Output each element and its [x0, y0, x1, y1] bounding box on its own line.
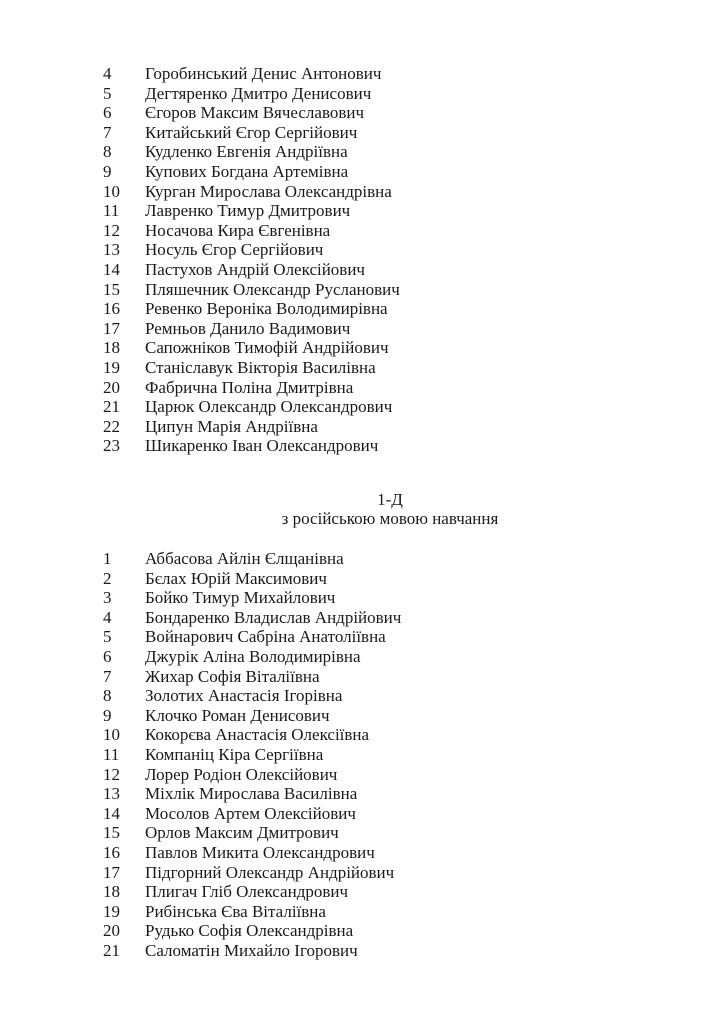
list-item	[103, 608, 677, 628]
list-item	[103, 64, 677, 84]
list-item	[103, 103, 677, 123]
list-item-name: Джурік Аліна Володимирівна	[145, 647, 361, 667]
list-item-number: 20	[103, 921, 120, 941]
document-content	[103, 64, 677, 961]
list-item-name: Фабрична Поліна Дмитрівна	[145, 377, 354, 397]
list-item-number: 5	[103, 627, 112, 647]
list-item-number: 20	[103, 377, 120, 397]
list-item	[103, 201, 677, 221]
list-item-name: Саломатін Михайло Ігорович	[145, 940, 358, 960]
list-item-name: Орлов Максим Дмитрович	[145, 823, 339, 843]
list-item	[103, 882, 677, 902]
list-item-number: 10	[103, 181, 120, 201]
list-item-name: Сапожніков Тимофій Андрійович	[145, 338, 389, 358]
list-item-name: Лорер Родіон Олексійович	[145, 764, 338, 784]
list-item-name: Мосолов Артем Олексійович	[145, 803, 356, 823]
list-item-name: Кудленко Евгенія Андріївна	[145, 142, 348, 162]
list-item-name: Бєлах Юрій Максимович	[145, 568, 327, 588]
list-item	[103, 725, 677, 745]
list-item	[103, 823, 677, 843]
list-item	[103, 647, 677, 667]
list-item-number: 21	[103, 397, 120, 417]
list-item	[103, 417, 677, 437]
list-item-number: 4	[103, 607, 112, 627]
list-item	[103, 843, 677, 863]
list-item-number: 7	[103, 122, 112, 142]
list-item-name: Пастухов Андрій Олексійович	[145, 259, 365, 279]
list-item-number: 5	[103, 83, 112, 103]
list-item-name: Єгоров Максим Вячеславович	[145, 103, 365, 123]
list-item	[103, 667, 677, 687]
list-item-number: 10	[103, 725, 120, 745]
list-item-name: Горобинський Денис Антонович	[145, 64, 382, 83]
list-item-number: 22	[103, 416, 120, 436]
list-item-number: 13	[103, 240, 120, 260]
list-item	[103, 162, 677, 182]
list-item	[103, 765, 677, 785]
list-item-number: 23	[103, 436, 120, 456]
list-item	[103, 436, 677, 456]
list-item	[103, 863, 677, 883]
list-item-number: 8	[103, 142, 112, 162]
list-item	[103, 588, 677, 608]
list-item-name: Золотих Анастасія Ігорівна	[145, 686, 343, 706]
list-item-number: 15	[103, 279, 120, 299]
list-item-name: Дегтяренко Дмитро Денисович	[145, 83, 372, 103]
list-item	[103, 221, 677, 241]
roster-list-continued	[103, 64, 677, 456]
list-item-name: Войнарович Сабріна Анатоліївна	[145, 627, 386, 647]
list-item	[103, 240, 677, 260]
list-item-number: 2	[103, 568, 112, 588]
list-item-number: 21	[103, 940, 120, 960]
list-item	[103, 84, 677, 104]
list-item	[103, 319, 677, 339]
list-item-name: Царюк Олександр Олександрович	[145, 397, 393, 417]
list-item	[103, 378, 677, 398]
list-item	[103, 280, 677, 300]
list-item-name: Плигач Гліб Олександрович	[145, 882, 349, 902]
list-item-name: Курган Мирослава Олександрівна	[145, 181, 392, 201]
list-item	[103, 549, 677, 569]
list-item-name: Рудько Софія Олександрівна	[145, 921, 354, 941]
list-item-name: Жихар Софія Віталіївна	[145, 666, 320, 686]
list-item-name: Компаніц Кіра Сергіївна	[145, 745, 324, 764]
list-item-number: 14	[103, 259, 120, 279]
list-item-name: Павлов Микита Олександрович	[145, 842, 375, 862]
list-item	[103, 569, 677, 589]
list-item-number: 11	[103, 201, 120, 221]
list-item-name: Станіславук Вікторія Василівна	[145, 357, 376, 377]
list-item	[103, 902, 677, 922]
list-item-number: 17	[103, 862, 120, 882]
list-item	[103, 182, 677, 202]
list-item-name: Носачова Кира Євгенівна	[145, 220, 331, 240]
roster-list-1d	[103, 549, 677, 960]
list-item-number: 3	[103, 588, 112, 608]
list-item-number: 9	[103, 705, 112, 725]
list-item-number: 17	[103, 318, 120, 338]
group-title: 1-Д	[377, 489, 403, 509]
list-item-number: 16	[103, 299, 120, 319]
list-item-number: 18	[103, 338, 120, 358]
list-item	[103, 686, 677, 706]
list-item-name: Носуль Єгор Сергійович	[145, 240, 324, 260]
list-item-name: Підгорний Олександр Андрійович	[145, 862, 395, 882]
list-item-name: Клочко Роман Денисович	[145, 705, 330, 725]
list-item-name: Ревенко Вероніка Володимирівна	[145, 299, 388, 319]
group-subtitle: з російською мовою навчання	[281, 509, 499, 529]
list-item	[103, 338, 677, 358]
list-item-number: 14	[103, 803, 120, 823]
list-item-name: Міхлік Мирослава Василівна	[145, 784, 358, 804]
list-item-name: Шикаренко Іван Олександрович	[145, 436, 379, 456]
list-item-number: 6	[103, 647, 112, 667]
list-item-number: 19	[103, 357, 120, 377]
list-item	[103, 123, 677, 143]
list-item-name: Кокорєва Анастасія Олексіївна	[145, 725, 370, 745]
list-item	[103, 804, 677, 824]
group-heading	[103, 490, 677, 529]
list-item-name: Ципун Марія Андріївна	[145, 416, 318, 436]
list-item-number: 9	[103, 161, 112, 181]
list-item	[103, 397, 677, 417]
list-item-name: Лавренко Тимур Дмитрович	[145, 201, 351, 221]
list-item-name: Ремньов Данило Вадимович	[145, 318, 351, 338]
list-item	[103, 941, 677, 961]
list-item-number: 4	[103, 64, 112, 83]
list-item-number: 8	[103, 686, 112, 706]
list-item-name: Китайський Єгор Сергійович	[145, 122, 358, 142]
list-item	[103, 627, 677, 647]
list-item	[103, 260, 677, 280]
list-item-name: Рибінська Єва Віталіївна	[145, 901, 326, 921]
list-item-name: Бондаренко Владислав Андрійович	[145, 607, 402, 627]
list-item	[103, 358, 677, 378]
list-item	[103, 299, 677, 319]
list-item	[103, 142, 677, 162]
list-item-number: 15	[103, 823, 120, 843]
list-item	[103, 745, 677, 765]
list-item	[103, 921, 677, 941]
list-item-number: 19	[103, 901, 120, 921]
list-item	[103, 784, 677, 804]
list-item	[103, 706, 677, 726]
list-item-number: 7	[103, 666, 112, 686]
list-item-number: 11	[103, 745, 120, 764]
list-item-number: 6	[103, 103, 112, 123]
list-item-name: Бойко Тимур Михайлович	[145, 588, 336, 608]
list-item-number: 1	[103, 549, 112, 569]
list-item-number: 18	[103, 882, 120, 902]
list-item-number: 12	[103, 220, 120, 240]
list-item-name: Аббасова Айлін Єлщанівна	[145, 549, 344, 569]
list-item-number: 13	[103, 784, 120, 804]
list-item-number: 16	[103, 842, 120, 862]
list-item-name: Купових Богдана Артемівна	[145, 161, 349, 181]
list-item-number: 12	[103, 764, 120, 784]
list-item-name: Пляшечник Олександр Русланович	[145, 279, 400, 299]
